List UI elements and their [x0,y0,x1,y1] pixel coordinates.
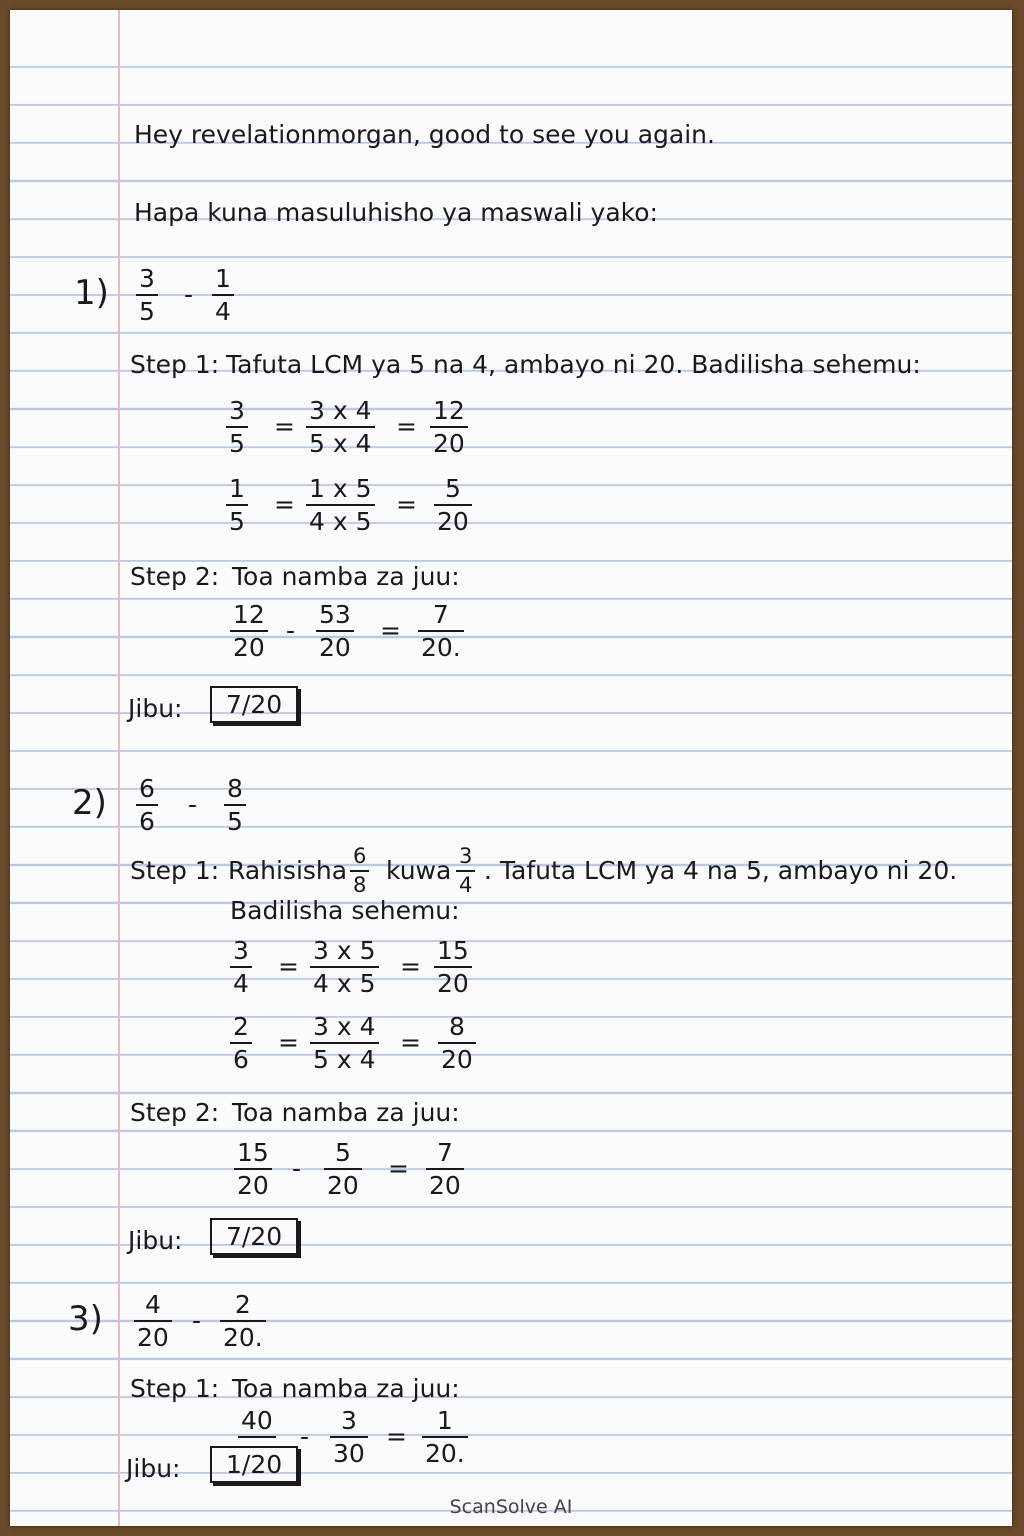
denominator: 5 [229,507,245,536]
problem-3-step-1-label: Step 1: [130,1374,220,1403]
numerator: 3 [459,844,473,868]
denominator: 4 x 5 [313,969,376,998]
denominator: 20 [437,969,469,998]
problem-1-conv-1-frac-1 [226,398,248,456]
problem-2-step-2-label: Step 2: [130,1098,220,1127]
problem-1-conv-2-frac-3 [434,476,472,534]
equals-sign: = [386,1422,407,1451]
problem-3-operator: - [192,1306,202,1335]
numerator: 15 [437,936,469,965]
equals-sign: = [274,412,295,441]
denominator: 4 [215,297,231,326]
denominator: 4 [233,969,249,998]
numerator: 40 [241,1406,273,1435]
problem-1-fraction-b [212,266,234,324]
problem-2-step-1-label: Step 1: [130,856,220,885]
problem-3-number: 3) [68,1299,103,1339]
problem-2-step-1-line-2: Badilisha sehemu: [230,896,460,925]
problem-1-conv-1-frac-3 [430,398,468,456]
problem-1-step-1-text: Tafuta LCM ya 5 na 4, ambayo ni 20. Badilisha sehemu: [226,350,921,379]
problem-2-step-1-frac-1 [350,846,369,896]
denominator: 5 [227,807,243,836]
denominator: 8 [353,873,367,897]
problem-1-step-2-label: Step 2: [130,562,220,591]
problem-2-step-1-pre: Rahisisha [228,856,348,885]
problem-3-sub-frac-1 [238,1408,276,1441]
denominator: 5 x 4 [313,1045,376,1074]
notebook-page [10,10,1012,1526]
numerator: 3 [340,1406,357,1435]
numerator: 15 [237,1138,269,1167]
problem-1-step-2-text: Toa namba za juu: [232,562,460,591]
equals-sign: = [278,952,299,981]
numerator: 53 [319,600,351,629]
problem-2-operator: - [188,790,198,819]
denominator: 4 [459,873,473,897]
equals-sign: = [396,412,417,441]
denominator [254,1438,260,1441]
denominator: 20 [237,1171,269,1200]
numerator: 5 [334,1138,351,1167]
numerator: 1 x 5 [309,474,372,503]
problem-1-answer-box: 7/20 [210,686,298,723]
problem-2-number: 2) [72,783,107,823]
numerator: 7 [432,600,449,629]
denominator: 6 [233,1045,249,1074]
problem-3-fraction-a [134,1292,172,1350]
numerator: 3 [229,396,245,425]
denominator: 20 [319,633,351,662]
problem-2-step-2-text: Toa namba za juu: [232,1098,460,1127]
margin-line [118,10,120,1526]
footer-brand: ScanSolve AI [449,1496,573,1518]
numerator: 3 x 4 [309,396,372,425]
problem-3-sub-frac-2 [330,1408,368,1466]
intro-text: Hapa kuna masuluhisho ya maswali yako: [134,198,658,227]
problem-1-conv-1-frac-2 [306,398,375,456]
problem-2-conv-1-frac-1 [230,938,252,996]
equals-sign: = [380,616,401,645]
denominator: 20. [223,1323,263,1352]
numerator: 6 [353,844,367,868]
problem-1-answer-label: Jibu: [128,694,183,723]
numerator: 4 [144,1290,161,1319]
denominator: 20 [233,633,265,662]
equals-sign: = [400,952,421,981]
numerator: 12 [233,600,265,629]
problem-2-fraction-b [224,776,246,834]
problem-1-sub-frac-3 [418,602,464,660]
problem-3-step-1-text: Toa namba za juu: [232,1374,460,1403]
equals-sign: = [396,490,417,519]
equals-sign: = [388,1154,409,1183]
problem-1-fraction-a [136,266,158,324]
numerator: 1 [436,1406,453,1435]
denominator: 20 [441,1045,473,1074]
problem-1-sub-frac-2 [316,602,354,660]
denominator: 4 x 5 [309,507,372,536]
equals-sign: = [278,1028,299,1057]
problem-2-conv-2-frac-1 [230,1014,252,1072]
minus-sign: - [300,1422,310,1451]
denominator: 6 [139,807,155,836]
numerator: 1 [229,474,245,503]
problem-1-operator: - [184,280,194,309]
numerator: 1 [215,264,231,293]
numerator: 8 [448,1012,465,1041]
greeting: Hey revelationmorgan, good to see you again. [134,120,715,149]
equals-sign: = [400,1028,421,1057]
problem-2-sub-frac-2 [324,1140,362,1198]
problem-3-answer-box: 1/20 [210,1446,298,1483]
problem-3-fraction-b [220,1292,266,1350]
problem-2-conv-1-frac-3 [434,938,472,996]
numerator: 2 [233,1012,249,1041]
problem-2-sub-frac-3 [426,1140,464,1198]
problem-2-conv-2-frac-3 [438,1014,476,1072]
numerator: 3 [139,264,155,293]
problem-2-step-1-post: . Tafuta LCM ya 4 na 5, ambayo ni 20. [484,856,958,885]
problem-2-sub-frac-1 [234,1140,272,1198]
denominator: 20 [429,1171,461,1200]
problem-2-step-1-mid: kuwa [386,856,452,885]
denominator: 5 [229,429,245,458]
problem-2-fraction-a [136,776,158,834]
problem-1-step-1-label: Step 1: [130,350,220,379]
numerator: 8 [227,774,243,803]
equals-sign: = [274,490,295,519]
numerator: 3 x 5 [313,936,376,965]
numerator: 2 [234,1290,251,1319]
denominator: 5 [139,297,155,326]
problem-2-answer-label: Jibu: [128,1226,183,1255]
problem-1-number: 1) [74,273,109,313]
problem-1-conv-2-frac-1 [226,476,248,534]
denominator: 20 [437,507,469,536]
problem-1-conv-2-frac-2 [306,476,375,534]
problem-1-sub-frac-1 [230,602,268,660]
problem-2-conv-2-frac-2 [310,1014,379,1072]
problem-2-conv-1-frac-2 [310,938,379,996]
numerator: 12 [433,396,465,425]
numerator: 5 [444,474,461,503]
problem-2-step-1-frac-2 [456,846,475,896]
minus-sign: - [292,1154,302,1183]
numerator: 3 x 4 [313,1012,376,1041]
numerator: 3 [233,936,249,965]
denominator: 20 [433,429,465,458]
numerator: 7 [436,1138,453,1167]
minus-sign: - [286,616,296,645]
problem-3-sub-frac-3 [422,1408,468,1466]
problem-2-answer-box: 7/20 [210,1218,298,1255]
denominator: 20. [421,633,461,662]
denominator: 20 [327,1171,359,1200]
problem-3-answer-label: Jibu: [126,1454,181,1483]
denominator: 30 [333,1439,365,1468]
numerator: 6 [139,774,155,803]
denominator: 20. [425,1439,465,1468]
denominator: 5 x 4 [309,429,372,458]
denominator: 20 [137,1323,169,1352]
